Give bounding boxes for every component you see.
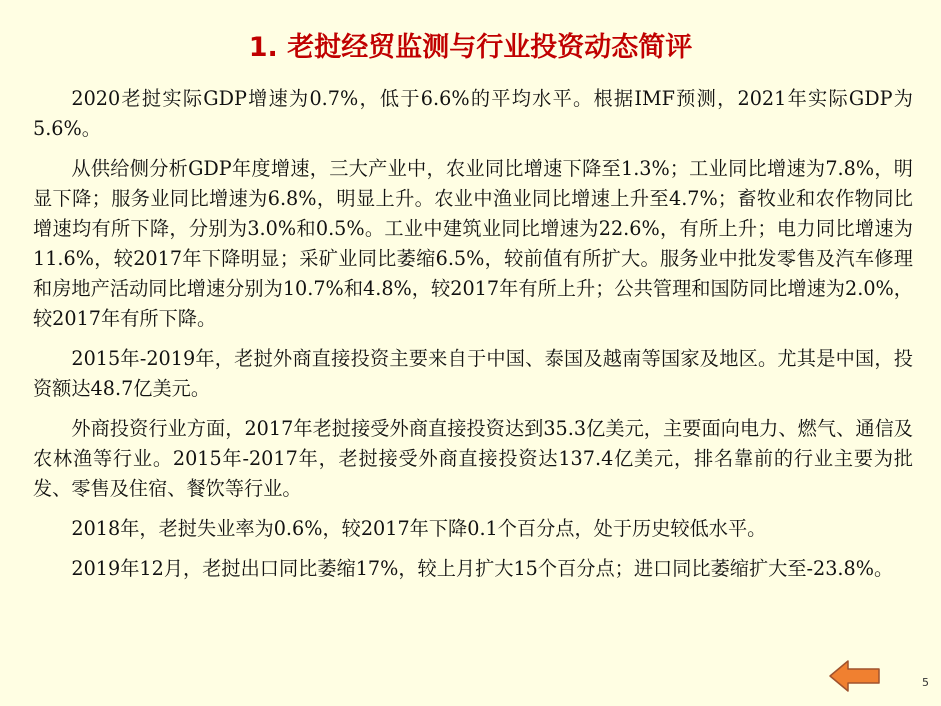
paragraph-unemployment: 2018年，老挝失业率为0.6%，较2017年下降0.1个百分点，处于历史较低水平。 [71,517,767,540]
paragraph-gdp: 2020老挝实际GDP增速为0.7%，低于6.6%的平均水平。根据IMF预测，2021年实际GDP为5.6%。 [33,87,913,140]
paragraph-supply-side: 从供给侧分析GDP年度增速，三大产业中，农业同比增速下降至1.3%；工业同比增速为7.8%，明显下降；服务业同比增速为6.8%，明显上升。农业中渔业同比增速上升至4.7%；畜牧业和农作物同比增速均有所下降，分别为3.0%和0.5%。工业中建筑业同比增速为22.6%，有所上升；电力同比增速为11.6%，较2017年下降明显；采矿业同比萎缩6.5%，较前值有所扩大。服务业中批发零售及汽车修理和房地产活动同比增速分别为10.7%和4.8%，较2017年有所上升；公共管理和国防同比增速为2.0%，较2017年有所下降。 [33,157,913,330]
page-number: 5 [922,676,929,689]
paragraph-fdi-industries: 外商投资行业方面，2017年老挝接受外商直接投资达到35.3亿美元，主要面向电力、燃气、通信及农林渔等行业。2015年-2017年，老挝接受外商直接投资达137.4亿美元，排名靠前的行业主要为批发、零售及住宿、餐饮等行业。 [33,417,913,500]
back-button[interactable] [828,658,882,694]
paragraph-trade: 2019年12月，老挝出口同比萎缩17%，较上月扩大15个百分点；进口同比萎缩扩大至-23.8%。 [71,557,894,580]
page-title: 1. 老挝经贸监测与行业投资动态简评 [248,32,693,63]
paragraph-fdi-sources: 2015年-2019年，老挝外商直接投资主要来自于中国、泰国及越南等国家及地区。尤其是中国，投资额达48.7亿美元。 [33,347,913,400]
slide-body [33,84,913,594]
left-arrow-icon [828,658,882,694]
